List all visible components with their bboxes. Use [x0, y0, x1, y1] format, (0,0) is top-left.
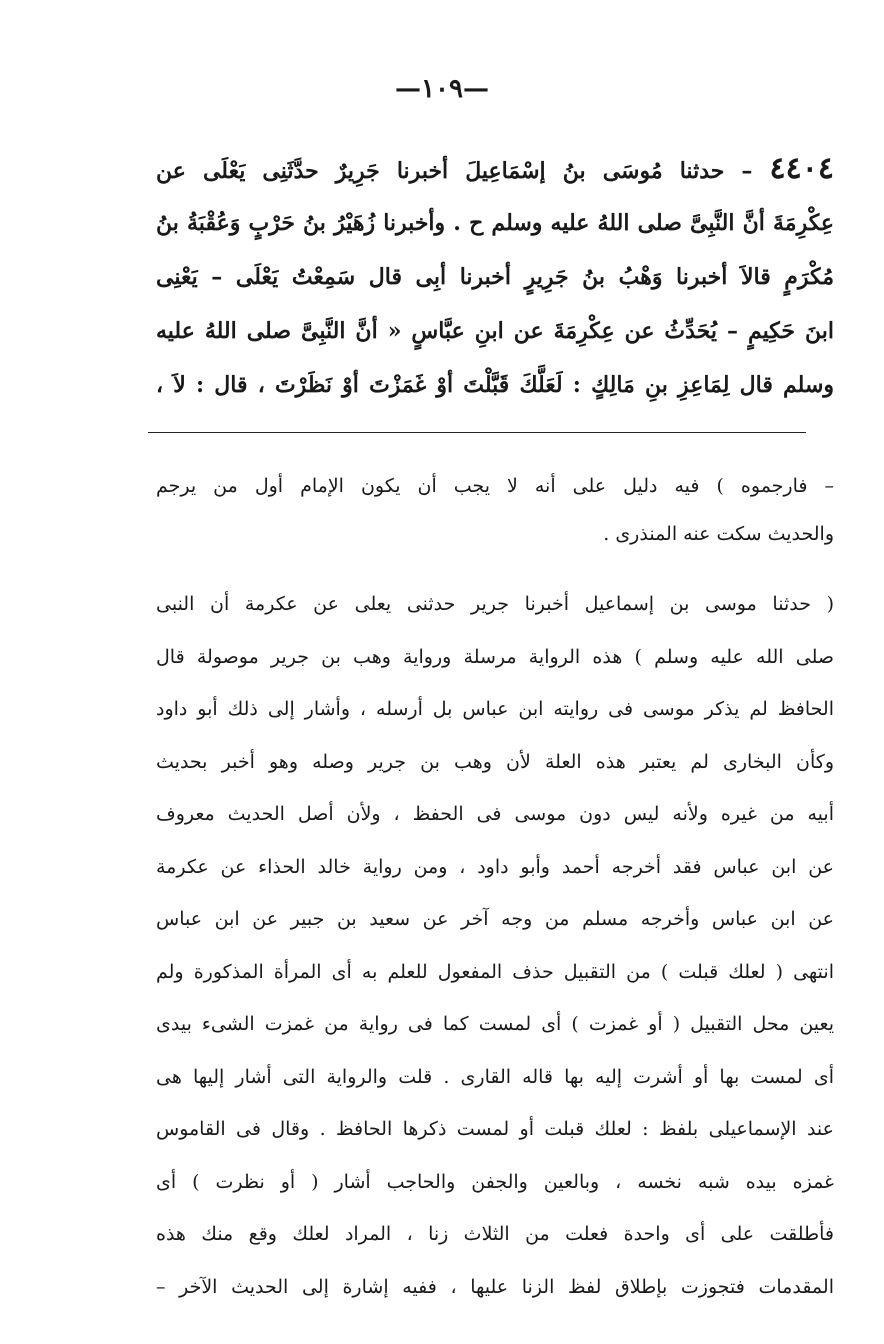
explanation-line: ( حدثنا موسى بن إسماعيل أخبرنا جرير حدثنى يعلى عن عكرمة أن النبى	[156, 593, 834, 615]
explanation-line: أى لمست بها أو أشرت إليه بها قاله القارى . قلت والرواية التى أشار إليها هى	[156, 1065, 834, 1088]
hadith-line-text: – حدثنا مُوسَى بنُ إسْمَاعِيلَ أخبرنا جَرِيرٌ حدَّثَنِى يَعْلَى عن	[156, 158, 753, 184]
hadith-line: مُكْرَمٍ قالاَ أخبرنا وَهْبُ بنُ جَرِيرٍ أخبرنا أبِى قال سَمِعْتُ يَعْلَى – يَعْنِى	[156, 264, 834, 290]
explanation-line: عن ابن عباس وأخرجه مسلم من وجه آخر عن سعيد بن جبير عن ابن عباس	[156, 908, 834, 930]
hadith-line	[156, 142, 834, 196]
commentary-text	[156, 462, 834, 558]
explanation-line: غمزه بيده شبه نخسه ، وبالعين والجفن والحاجب أشار ( أو نظرت ) أى	[156, 1170, 834, 1193]
hadith-text	[156, 142, 834, 412]
explanation-line: يعين محل التقبيل ( أو غمزت ) أى لمست كما فى رواية من غمزت الشىء بيدى	[156, 1013, 834, 1035]
explanation-text	[156, 578, 834, 1313]
hadith-number: ٤٤٠٤	[769, 151, 834, 186]
explanation-line: فأطلقت على أى واحدة فعلت من الثلاث زنا ، المراد لعلك وقع منك هذه	[156, 1223, 834, 1245]
explanation-line: عن ابن عباس فقد أخرجه أحمد وأبو داود ، ومن رواية خالد الحذاء عن عكرمة	[156, 855, 834, 878]
explanation-line: الحافظ لم يذكر موسى فى روايته ابن عباس بل أرسله ، وأشار إلى ذلك أبو داود	[156, 698, 834, 720]
hadith-line: ابنَ حَكِيمٍ – يُحَدِّثُ عن عِكْرِمَةَ عن ابنِ عبَّاسٍ « أنَّ النَّبِىَّ صلى اللهُ عليه	[156, 318, 834, 344]
commentary-line: والحديث سكت عنه المنذرى .	[603, 523, 834, 545]
explanation-line: وكأن البخارى لم يعتبر هذه العلة لأن وهب بن جرير وصله وهو أخبر بحديث	[156, 750, 834, 773]
explanation-line: المقدمات فتجوزت بإطلاق لفظ الزنا عليها ، ففيه إشارة إلى الحديث الآخر –	[156, 1275, 834, 1298]
explanation-line: انتهى ( لعلك قبلت ) من التقبيل حذف المفعول للعلم به أى المرأة المذكورة ولم	[156, 960, 834, 983]
explanation-line: أبيه من غيره ولأنه ليس دون موسى فى الحفظ ، ولأن أصل الحديث معروف	[156, 803, 834, 825]
explanation-line: صلى الله عليه وسلم ) هذه الرواية مرسلة ورواية وهب بن جرير موصولة قال	[156, 645, 834, 668]
hadith-line: عِكْرِمَةَ أنَّ النَّبِىَّ صلى اللهُ عليه وسلم ح . وأخبرنا زُهَيْرُ بنُ حَرْبٍ وَعُقْبَةُ بنُ	[156, 210, 834, 236]
commentary-line: – فارجموه ) فيه دليل على أنه لا يجب أن يكون الإمام أول من يرجم	[156, 475, 834, 497]
section-divider	[148, 432, 806, 433]
explanation-line: عند الإسماعيلى بلفظ : لعلك قبلت أو لمست ذكرها الحافظ . وقال فى القاموس	[156, 1118, 834, 1140]
page-number: —١٠٩—	[395, 74, 489, 104]
hadith-line: وسلم قال لِمَاعِزِ بنِ مَالِكٍ : لَعَلَّكَ قَبَّلْتَ أوْ غَمَزْتَ أوْ نَظَرْتَ ، قال : لاَ ،	[156, 372, 834, 398]
